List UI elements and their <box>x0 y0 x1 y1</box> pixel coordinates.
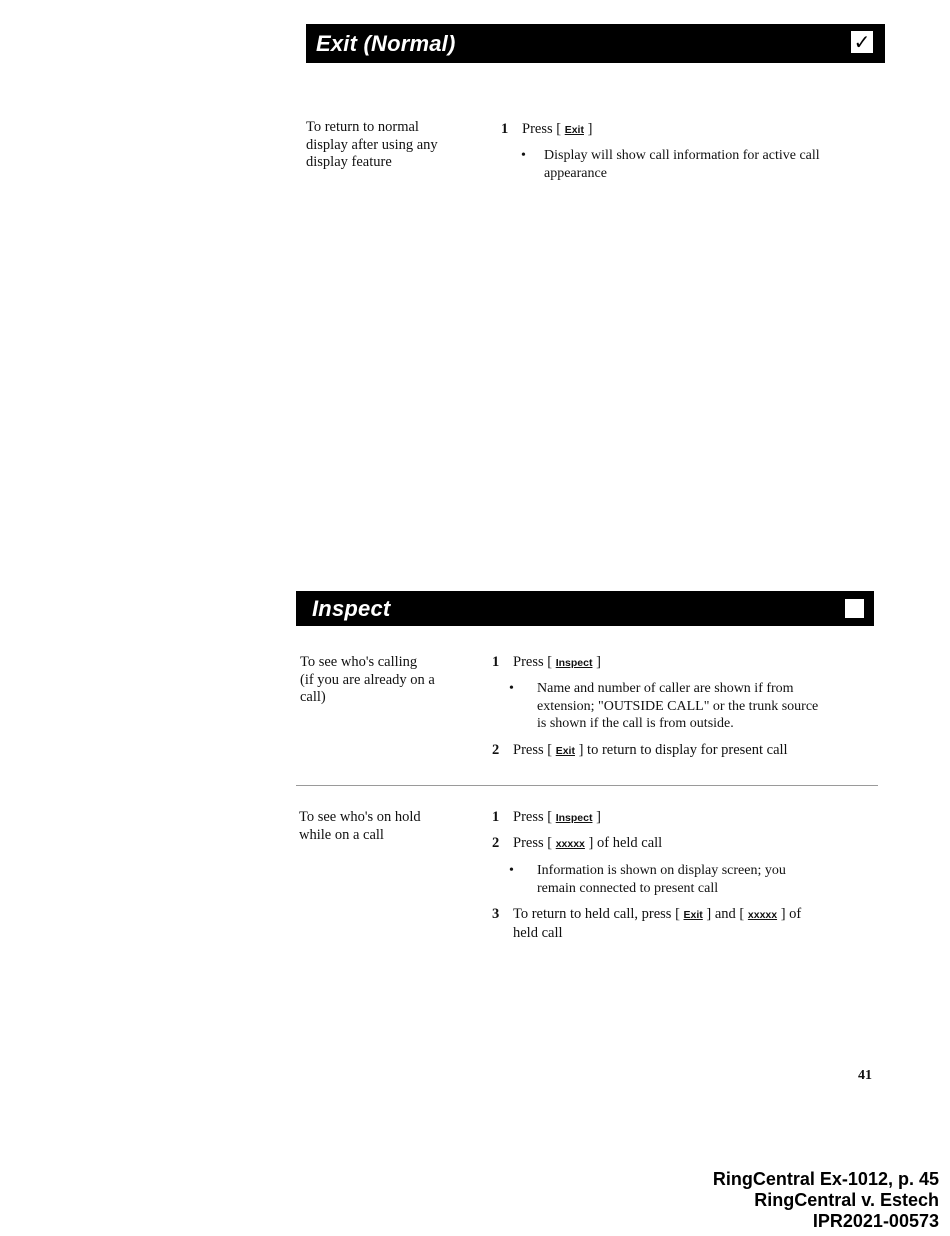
exit-normal-header <box>306 24 885 63</box>
section-title: Inspect <box>312 595 391 621</box>
exit-description: To return to normal display after using any display feature <box>306 119 438 170</box>
page-number: 41 <box>858 1068 872 1083</box>
bullet-icon: • <box>509 863 514 878</box>
inspect-calling-description: To see who's calling (if you are already on a call) <box>300 654 435 705</box>
line-key-label: xxxxx <box>747 909 778 921</box>
section-divider <box>296 785 878 786</box>
inspect-key-label: Inspect <box>555 657 593 669</box>
exit-key-label: Exit <box>683 909 703 921</box>
bullet-icon: • <box>509 681 514 696</box>
section-title: Exit (Normal) <box>316 30 456 56</box>
empty-box-icon <box>845 599 864 618</box>
inspect-key-label: Inspect <box>555 812 593 824</box>
inspect-header <box>296 591 874 626</box>
line-key-label: xxxxx <box>555 838 585 850</box>
exhibit-stamp: RingCentral Ex-1012, p. 45 RingCentral v. Estech IPR2021-00573 <box>712 1169 939 1231</box>
exit-key-label: Exit <box>555 745 575 757</box>
checked-box-icon: ✓ <box>851 31 873 53</box>
inspect-hold-description: To see who's on hold while on a call <box>299 809 421 843</box>
bullet-icon: • <box>521 148 526 163</box>
exit-key-label: Exit <box>564 124 584 136</box>
